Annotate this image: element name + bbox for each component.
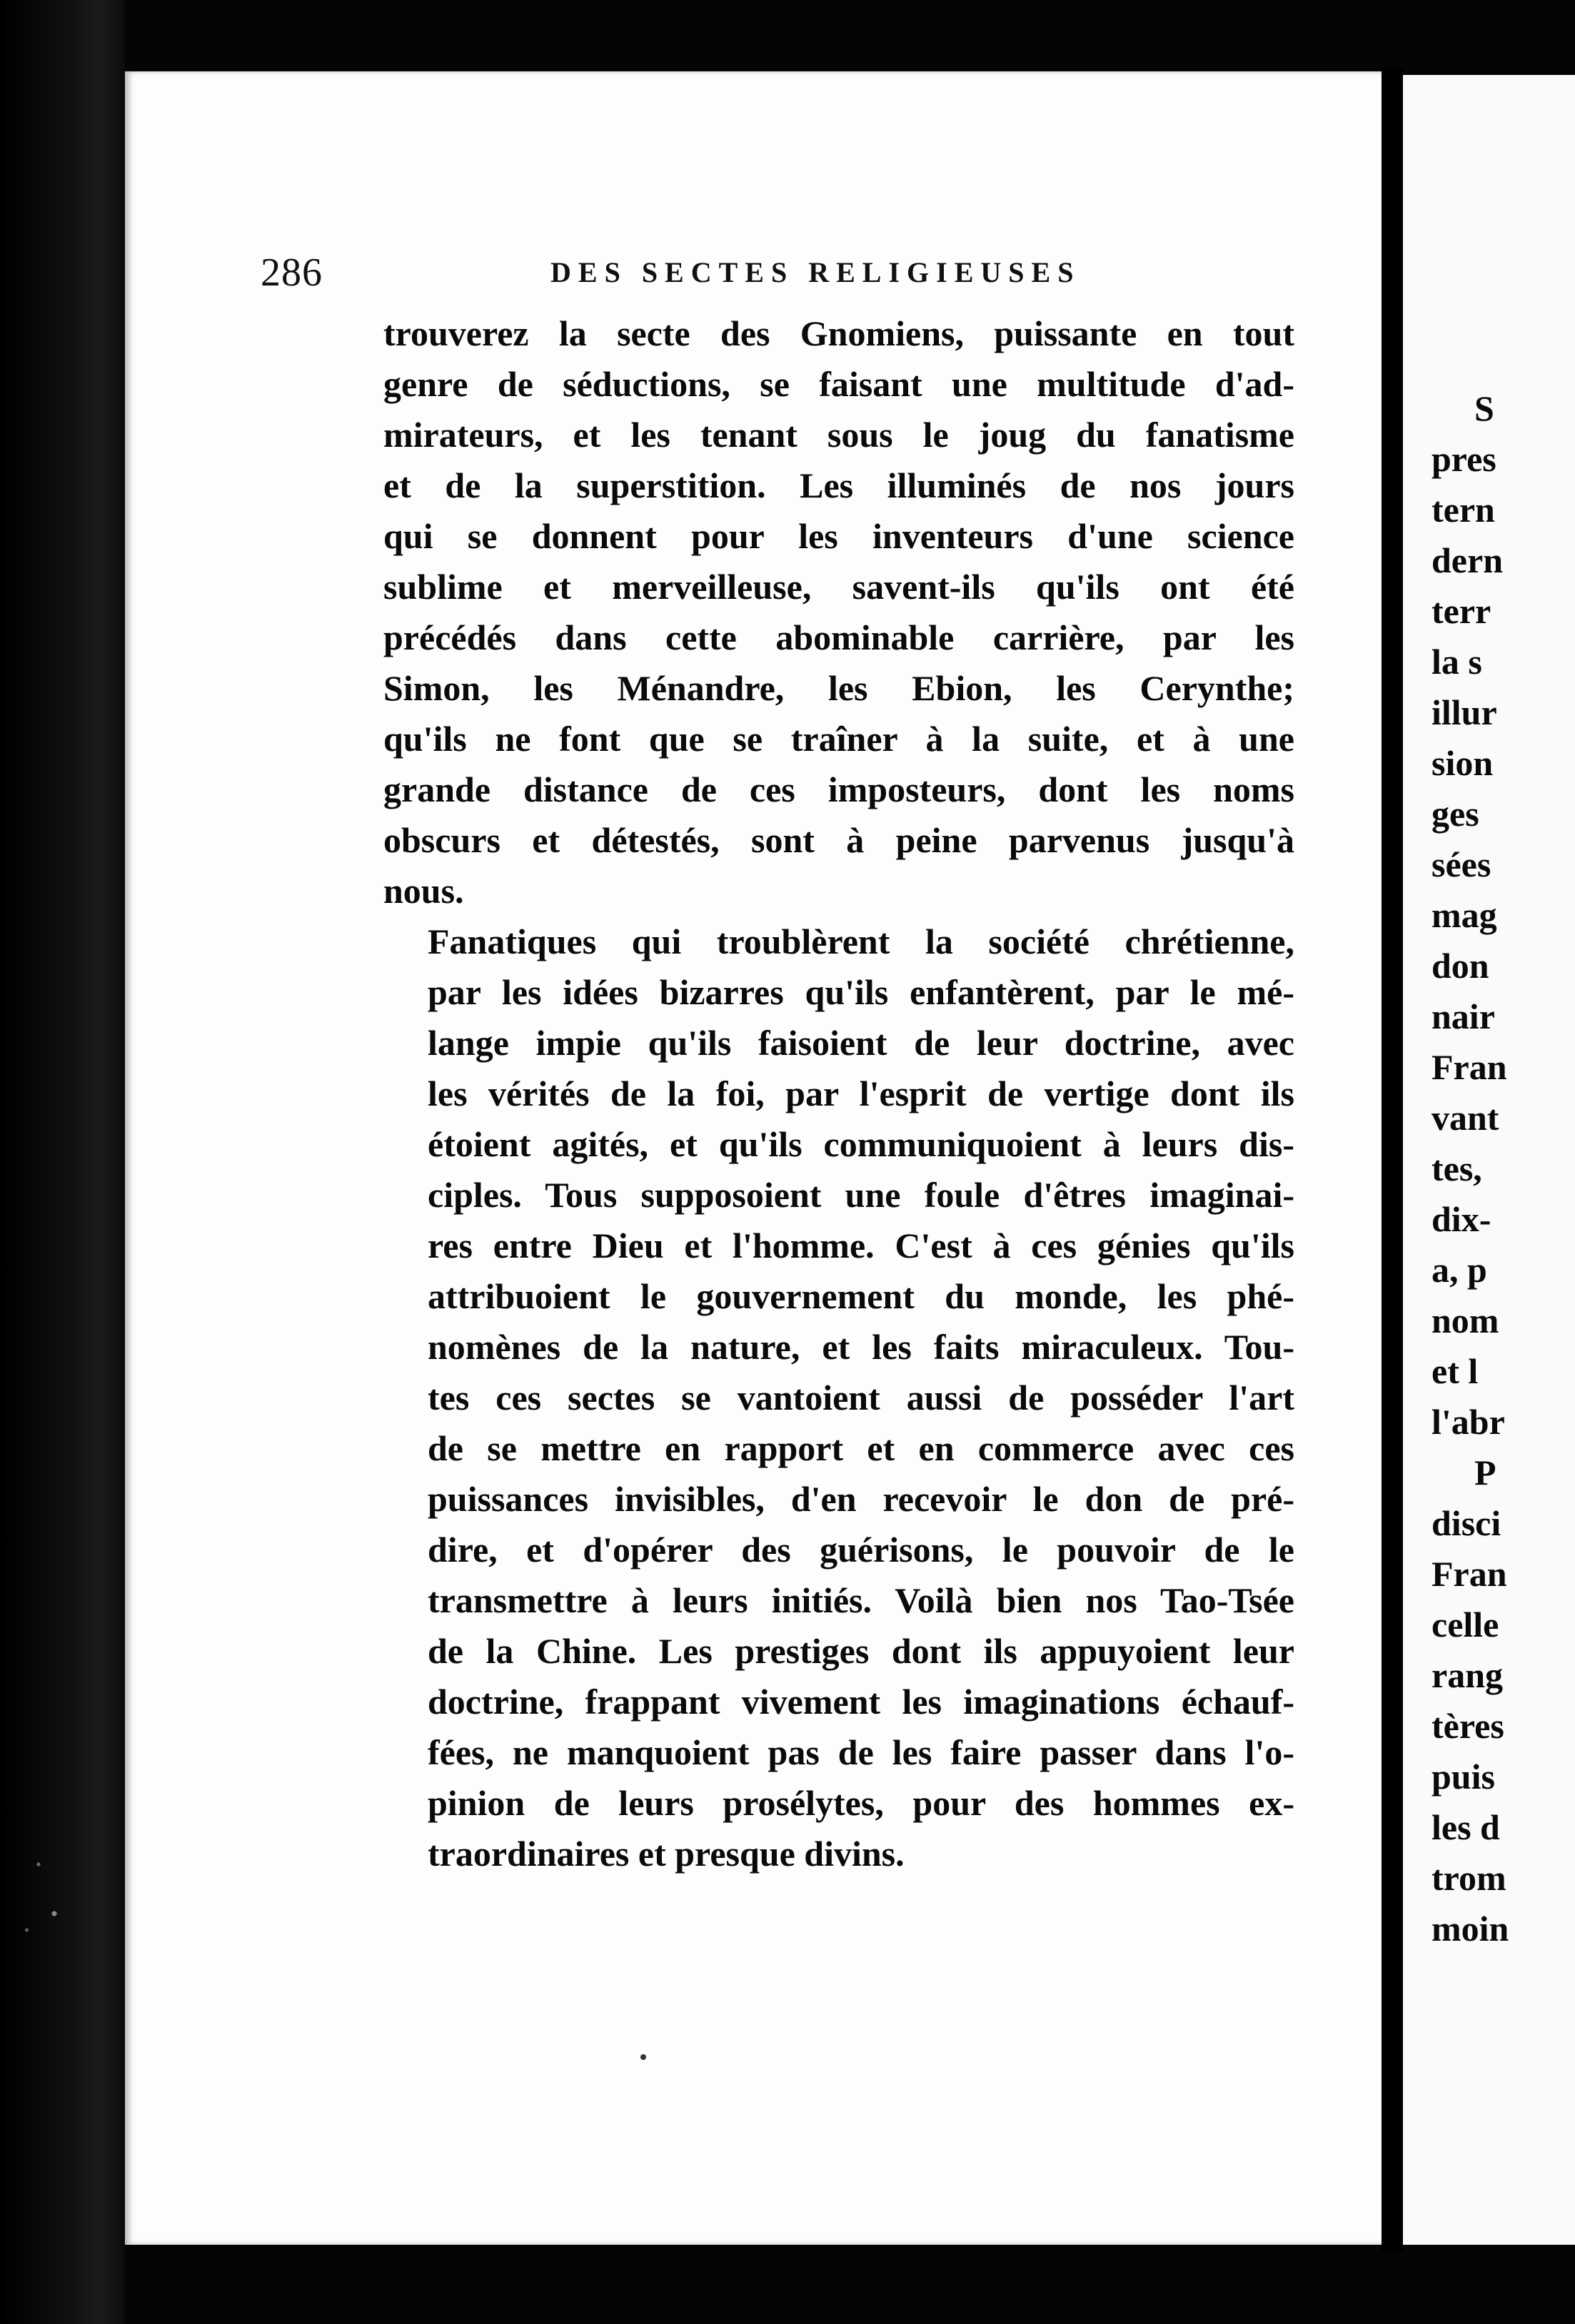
text-line: de se mettre en rapport et en commerce avec ces bbox=[428, 1428, 1294, 1468]
facing-text-line: illur bbox=[1431, 692, 1497, 732]
facing-text-line: S bbox=[1474, 388, 1494, 428]
text-line: Simon, les Ménandre, les Ebion, les Cerynthe; bbox=[383, 668, 1294, 708]
text-line: les vérités de la foi, par l'esprit de vertige dont ils bbox=[428, 1073, 1294, 1113]
paragraph bbox=[383, 308, 1294, 916]
text-line: et de la superstition. Les illuminés de nos jours bbox=[383, 465, 1294, 505]
facing-text-line: tères bbox=[1431, 1706, 1504, 1746]
facing-text-line: terr bbox=[1431, 591, 1491, 631]
text-line: lange impie qu'ils faisoient de leur doctrine, avec bbox=[428, 1023, 1294, 1063]
text-line: fées, ne manquoient pas de les faire passer dans l'o- bbox=[428, 1732, 1294, 1772]
facing-text-line: pres bbox=[1431, 439, 1496, 479]
text-line: attribuoient le gouvernement du monde, les phé- bbox=[428, 1276, 1294, 1316]
page-gutter bbox=[1382, 68, 1403, 2252]
facing-text-line: sées bbox=[1431, 844, 1491, 884]
facing-text-line: sion bbox=[1431, 743, 1494, 783]
facing-text-line: puis bbox=[1431, 1757, 1495, 1797]
text-line: grande distance de ces imposteurs, dont les noms bbox=[383, 769, 1294, 809]
text-line: Fanatiques qui troublèrent la société chrétienne, bbox=[428, 921, 1294, 961]
text-line: genre de séductions, se faisant une multitude d'ad- bbox=[383, 364, 1294, 404]
facing-text-line: la s bbox=[1431, 642, 1482, 682]
facing-text-line: les d bbox=[1431, 1807, 1500, 1847]
facing-text-line: Fran bbox=[1431, 1554, 1507, 1594]
facing-text-line: rang bbox=[1431, 1655, 1503, 1695]
facing-text-line: tern bbox=[1431, 490, 1495, 530]
text-line: puissances invisibles, d'en recevoir le don de pré- bbox=[428, 1479, 1294, 1519]
facing-text-line: vant bbox=[1431, 1098, 1499, 1138]
facing-page-text bbox=[1431, 383, 1575, 1954]
page-body-text bbox=[383, 308, 1294, 1879]
text-line: tes ces sectes se vantoient aussi de posséder l'art bbox=[428, 1378, 1294, 1418]
text-line: qu'ils ne font que se traîner à la suite, et à une bbox=[383, 719, 1294, 759]
page-header bbox=[261, 244, 1303, 301]
text-line: précédés dans cette abominable carrière, par les bbox=[383, 617, 1294, 657]
text-line: par les idées bizarres qu'ils enfantèrent, par le mé- bbox=[428, 972, 1294, 1012]
ink-dot bbox=[640, 2054, 646, 2060]
facing-text-line: ges bbox=[1431, 794, 1479, 834]
facing-text-line: disci bbox=[1431, 1503, 1501, 1543]
text-line: de la Chine. Les prestiges dont ils appuyoient leur bbox=[428, 1631, 1294, 1671]
text-line: qui se donnent pour les inventeurs d'une science bbox=[383, 516, 1294, 556]
facing-text-line: don bbox=[1431, 946, 1489, 986]
facing-text-line: dern bbox=[1431, 540, 1503, 580]
text-line: ciples. Tous supposoient une foule d'êtres imaginai- bbox=[428, 1175, 1294, 1215]
text-line: trouverez la secte des Gnomiens, puissante en tout bbox=[383, 313, 1294, 353]
page-number: 286 bbox=[261, 251, 323, 295]
book-binding-edge bbox=[0, 0, 125, 2324]
text-line: doctrine, frappant vivement les imaginations échauf- bbox=[428, 1682, 1294, 1722]
text-line: pinion de leurs prosélytes, pour des hommes ex- bbox=[428, 1783, 1294, 1823]
text-line: étoient agités, et qu'ils communiquoient à leurs dis- bbox=[428, 1124, 1294, 1164]
facing-text-line: l'abr bbox=[1431, 1402, 1505, 1442]
text-line: nomènes de la nature, et les faits miraculeux. Tou- bbox=[428, 1327, 1294, 1367]
binding-speckle bbox=[7, 1799, 86, 1963]
text-line: obscurs et détestés, sont à peine parvenus jusqu'à bbox=[383, 820, 1294, 860]
running-title: DES SECTES RELIGIEUSES bbox=[550, 256, 1081, 288]
facing-text-line: trom bbox=[1431, 1858, 1506, 1898]
text-line: dire, et d'opérer des guérisons, le pouvoir de le bbox=[428, 1530, 1294, 1570]
facing-text-line: a, p bbox=[1431, 1250, 1487, 1290]
text-line: traordinaires et presque divins. bbox=[428, 1834, 905, 1874]
text-line: sublime et merveilleuse, savent-ils qu'ils ont été bbox=[383, 567, 1294, 607]
facing-text-line: moin bbox=[1431, 1909, 1509, 1949]
facing-text-line: mag bbox=[1431, 895, 1497, 935]
facing-text-line: et l bbox=[1431, 1351, 1479, 1391]
facing-text-line: tes, bbox=[1431, 1148, 1482, 1188]
facing-text-line: nair bbox=[1431, 996, 1495, 1036]
text-line: mirateurs, et les tenant sous le joug du fanatisme bbox=[383, 415, 1294, 455]
facing-page bbox=[1403, 75, 1575, 2245]
facing-text-line: nom bbox=[1431, 1300, 1499, 1340]
facing-text-line: celle bbox=[1431, 1605, 1499, 1645]
text-line: nous. bbox=[383, 871, 464, 911]
facing-text-line: P bbox=[1474, 1452, 1496, 1492]
facing-text-line: Fran bbox=[1431, 1047, 1507, 1087]
text-line: transmettre à leurs initiés. Voilà bien nos Tao-Tsée bbox=[428, 1580, 1294, 1620]
text-line: res entre Dieu et l'homme. C'est à ces génies qu'ils bbox=[428, 1226, 1294, 1265]
facing-text-line: dix- bbox=[1431, 1199, 1491, 1239]
paragraph bbox=[383, 916, 1294, 1879]
